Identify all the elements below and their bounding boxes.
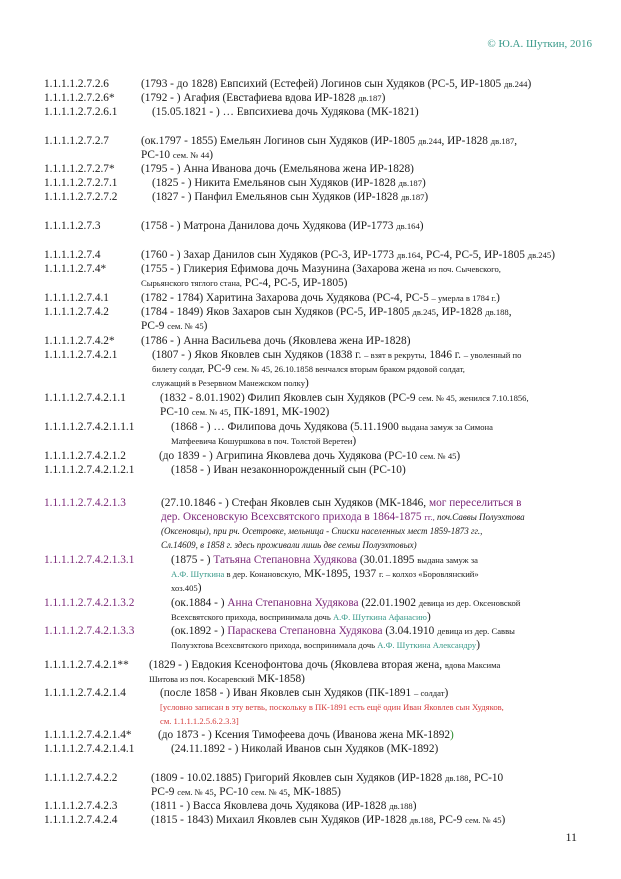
entry-number: 1.1.1.1.2.7.4.2.3 — [44, 800, 118, 812]
entry-note: девица из дер. Оксеновской — [418, 598, 521, 608]
entry-text: (3.04.1910 — [382, 625, 438, 637]
entry-note: дв.188 — [389, 801, 413, 811]
entry — [44, 190, 604, 204]
entry-text: РС-9 — [141, 320, 168, 332]
entry-remark: см. 1.1.1.1.2.5.6.2.3.3] — [160, 716, 239, 726]
entry-text: (1792 - ) Агафия (Евстафиева вдова ИР-1828 — [141, 92, 359, 104]
entry-note: дв.244 — [504, 79, 528, 89]
entry-text: (24.11.1892 - ) Николай Иванов сын Худяков (МК-1892) — [171, 743, 439, 755]
entry-note: Шитова из поч. Косаревский — [149, 674, 255, 684]
entry-text: ) — [551, 249, 555, 261]
entry-text: ) — [422, 177, 426, 189]
entry — [44, 348, 604, 390]
entry-note: дв.187 — [490, 136, 515, 146]
entry-text: ) — [424, 191, 429, 203]
entry-text: ) — [197, 582, 202, 594]
entry-italic: Сл.14609, в 1858 г. здесь проживали лишь две семьи Полуэхтовых) — [161, 540, 417, 550]
entry-note: дв.164 — [396, 250, 421, 260]
entry-number: 1.1.1.1.2.7.4.2.1.3.3 — [44, 625, 135, 637]
entry — [44, 305, 604, 333]
entry-text: (до 1873 - ) Ксения Тимофеева дочь (Иванова жена МК-1892 — [158, 729, 451, 741]
entry-note: сем. № 45 — [251, 787, 288, 797]
person-name: Анна Степановна Худякова — [227, 597, 359, 609]
entry-text: (22.01.1902 — [358, 597, 419, 609]
entry-note: Сырьянского тяглого стана, — [141, 278, 242, 288]
entry-note: дв.188 — [485, 307, 509, 317]
entry-note: дв.245 — [527, 250, 552, 260]
entry-number: 1.1.1.1.2.7.4.2.1.3 — [44, 497, 126, 509]
entry-note: сем. № 44 — [172, 150, 210, 160]
entry-number: 1.1.1.1.2.7.2.7.2 — [44, 191, 118, 203]
entry-note: выдана замуж за Симона — [401, 422, 493, 432]
entry-remark: [условно записан в эту ветвь, поскольку в ПК-1891 есть ещё один Иван Яковлев сын Худяков, — [160, 702, 504, 712]
entry-number: 1.1.1.1.2.7.2.7* — [44, 163, 115, 175]
entry-note: в дер. Конановскую, — [224, 569, 302, 579]
entry-number: 1.1.1.1.2.7.4.2.1.4.1 — [44, 743, 135, 755]
entry-note: Полуэхтова Всехсвятского прихода, воспринимала дочь — [171, 640, 378, 650]
entry-text: (1755 - ) Гликерия Ефимова дочь Мазунина (Захарова жена — [141, 263, 429, 275]
entry-text: (15.05.1821 - ) … Евпсихиева дочь Худякова (МК-1821) — [152, 106, 419, 118]
entry — [44, 463, 604, 477]
entry — [44, 420, 604, 448]
entry-text: (30.01.1895 — [357, 554, 418, 566]
entry-text: , — [514, 135, 518, 147]
entry-text: (1868 - ) … Филипова дочь Худякова (5.11.1900 — [171, 421, 402, 433]
entry — [44, 291, 604, 305]
entry — [44, 742, 604, 756]
entry-text: РС-9 — [204, 363, 234, 375]
entry-text: (1786 - ) Анна Васильева дочь (Яковлева жена ИР-1828) — [141, 335, 411, 347]
entry-text: РС-4, РС-5, ИР-1805) — [241, 277, 348, 289]
entry-text: (ок.1884 - ) — [171, 597, 228, 609]
person-link: А.Ф. Шуткина — [171, 569, 225, 579]
entry-text: РС-10 — [160, 406, 192, 418]
entry-note: из поч. Сычевского, — [428, 264, 501, 274]
entry-number: 1.1.1.1.2.7.4.2* — [44, 335, 115, 347]
entry-text: (1811 - ) Васса Яковлева дочь Худякова (ИР-1828 — [151, 800, 390, 812]
entry-note: дв.187 — [400, 192, 425, 202]
entry-italic: (Оксеновцы), при рч. Осетровке, мельница - Списки населенных мест 1859-1873 гг., — [161, 526, 483, 536]
entry-text: , РС-10 — [213, 786, 252, 798]
entry-number: 1.1.1.1.2.7.2.6 — [44, 78, 109, 90]
entry-text: (1827 - ) Панфил Емельянов сын Худяков (ИР-1828 — [152, 191, 401, 203]
entry-note: – солдат — [414, 688, 445, 698]
entry-text: (1784 - 1849) Яков Захаров сын Худяков (РС-5, ИР-1805 — [141, 306, 413, 318]
entry — [44, 496, 604, 552]
entry-text: (1760 - ) Захар Данилов сын Худяков (РС-3, ИР-1773 — [141, 249, 397, 261]
entry-number: 1.1.1.1.2.7.4.2 — [44, 306, 109, 318]
entry-text: ) — [476, 639, 480, 651]
person-name: Татьяна Степановна Худякова — [213, 554, 357, 566]
entry-text: , РС-9 — [433, 814, 466, 826]
entry-text: (1832 - 8.01.1902) Филип Яковлев сын Худяков (РС-9 — [160, 392, 419, 404]
entry-note: Всехсвятского прихода, воспринимала дочь — [171, 612, 333, 622]
entry — [44, 134, 604, 162]
entry-number: 1.1.1.1.2.7.3 — [44, 220, 101, 232]
entry — [44, 771, 604, 799]
entry-text: (ок.1892 - ) — [171, 625, 228, 637]
entry-text: (1807 - ) Яков Яковлев сын Худяков (1838 г. — [152, 349, 365, 361]
entry-number: 1.1.1.1.2.7.4.1 — [44, 292, 109, 304]
entry — [44, 799, 604, 813]
entry-text: (до 1839 - ) Агрипина Яковлева дочь Худякова (РС-10 — [159, 450, 420, 462]
entry-number: 1.1.1.1.2.7.4.2.1.1 — [44, 392, 126, 404]
entry-number: 1.1.1.1.2.7.4.2.1.2 — [44, 450, 126, 462]
entry-text: РС-10 — [141, 149, 173, 161]
entry-text: (1793 - до 1828) Евпсихий (Естефей) Логинов сын Худяков (РС-5, ИР-1805 — [141, 78, 504, 90]
entry — [44, 391, 604, 419]
entry — [44, 105, 604, 119]
entry-note: – умерла в 1784 г. — [431, 293, 497, 303]
entry-note: – уволенный по — [463, 350, 522, 360]
entry-number: 1.1.1.1.2.7.4.2.1.1.1 — [44, 421, 135, 433]
entry-number: 1.1.1.1.2.7.2.7 — [44, 135, 109, 147]
person-link: А.Ф. Шуткина Александру — [377, 640, 477, 650]
entry-highlight: мог переселиться в — [428, 497, 522, 509]
entry-number: 1.1.1.1.2.7.2.6* — [44, 92, 115, 104]
entry-text: МК-1858) — [254, 673, 305, 685]
entry — [44, 248, 604, 262]
copyright: © Ю.А. Шуткин, 2016 — [487, 38, 592, 50]
entry — [44, 262, 604, 290]
entry-note: дв.164 — [396, 221, 420, 231]
entry-number: 1.1.1.1.2.7.4 — [44, 249, 101, 261]
entry-number: 1.1.1.1.2.7.4* — [44, 263, 107, 275]
entry-text: (1815 - 1843) Михаил Яковлев сын Худяков (ИР-1828 — [151, 814, 410, 826]
entry-number: 1.1.1.1.2.7.4.2.1.2.1 — [44, 464, 135, 476]
entry-text: ) — [352, 435, 357, 447]
entry — [44, 728, 604, 742]
person-name: Параскева Степановна Худякова — [227, 625, 383, 637]
entry-number: 1.1.1.1.2.7.4.2.1.3.2 — [44, 597, 135, 609]
entry-text: (1758 - ) Матрона Данилова дочь Худякова (ИР-1773 — [141, 220, 397, 232]
entry-text: ) — [419, 220, 424, 232]
entry-text: (после 1858 - ) Иван Яковлев сын Худяков (ПК-1891 — [160, 687, 415, 699]
entry-text: ) — [496, 292, 500, 304]
entry-text: МК-1895, 1937 — [301, 568, 379, 580]
entry — [44, 176, 604, 190]
entry-text: 1846 г. — [426, 349, 464, 361]
entry-text: ) — [527, 78, 532, 90]
entry-note: дв.245 — [412, 307, 436, 317]
entry-text: (1825 - ) Никита Емельянов сын Худяков (ИР-1828 — [152, 177, 399, 189]
entry-text: ) — [456, 450, 461, 462]
entry-number: 1.1.1.1.2.7.2.6.1 — [44, 106, 118, 118]
entry-text: ) — [381, 92, 386, 104]
entry-text: (27.10.1846 - ) Стефан Яковлев сын Худяков (МК-1846, — [161, 497, 429, 509]
entry — [44, 219, 604, 233]
entry-number: 1.1.1.1.2.7.4.2.2 — [44, 772, 118, 784]
entry-note: девица из дер. Саввы — [437, 626, 515, 636]
entry — [44, 596, 604, 624]
entry-highlight: дер. Оксеновскую Всехсвятского прихода в 1864-1875 — [161, 511, 425, 523]
entry-note: дв.188 — [444, 773, 469, 783]
entry — [44, 162, 604, 176]
entry-note: выдана замуж за — [417, 555, 478, 565]
entry-note: сем. № 45 — [177, 787, 214, 797]
entry-text: , РС-4, РС-5, ИР-1805 — [420, 249, 528, 261]
entry-italic: поч.Саввы Полуэхтова — [434, 512, 525, 522]
entry-note: дв.244 — [418, 136, 442, 146]
entry-text: (1875 - ) — [171, 554, 214, 566]
entry-note: – взят в рекруты, — [364, 350, 427, 360]
entry-number: 1.1.1.1.2.7.4.2.1.4* — [44, 729, 132, 741]
entry-note: сем. № 45, женился 7.10.1856, — [418, 393, 529, 403]
entry-text: ) — [450, 729, 454, 741]
entry-text: ) — [444, 687, 449, 699]
entry-note: дв.187 — [358, 93, 382, 103]
entry-note: сем. № 45, 26.10.1858 венчался вторым браком рядовой солдат, — [233, 364, 465, 374]
entry-note: г. – колхоз «Боровлянский» — [378, 569, 479, 579]
entry-text: , — [508, 306, 512, 318]
person-link: А.Ф. Шуткина Афанасию — [332, 612, 427, 622]
entry-text: ) — [203, 320, 208, 332]
entry-note: вдова Максима — [444, 660, 501, 670]
entry-note: дв.187 — [398, 178, 423, 188]
entry-text: , РС-10 — [468, 772, 504, 784]
entry-number: 1.1.1.1.2.7.4.2.1.4 — [44, 687, 126, 699]
entry-text: ) — [412, 800, 417, 812]
entry-text: , ПК-1891, МК-1902) — [228, 406, 330, 418]
entry-note: сем. № 45 — [420, 451, 457, 461]
page-number: 11 — [565, 830, 577, 844]
entry — [44, 449, 604, 463]
entry-number: 1.1.1.1.2.7.4.2.1** — [44, 659, 129, 671]
entry-note: служащий в Резервном Манежском полку — [152, 378, 306, 388]
entry-number: 1.1.1.1.2.7.2.7.1 — [44, 177, 118, 189]
entry-note: сем. № 45 — [167, 321, 204, 331]
entry-text: , МК-1885) — [287, 786, 341, 798]
entry — [44, 686, 604, 728]
entry-text: ) — [305, 377, 309, 389]
entry — [44, 813, 604, 827]
entry-text: (1795 - ) Анна Иванова дочь (Емельянова жена ИР-1828) — [141, 163, 414, 175]
entry-note: хоз.405 — [171, 583, 198, 593]
entry-text: (1858 - ) Иван незаконнорожденный сын (РС-10) — [171, 464, 406, 476]
entry-note: дв.188 — [409, 815, 434, 825]
entry-note: сем. № 45 — [465, 815, 502, 825]
entry-text: ) — [209, 149, 214, 161]
entry-text: (1782 - 1784) Харитина Захарова дочь Худякова (РС-4, РС-5 — [141, 292, 432, 304]
entry-text: (ок.1797 - 1855) Емельян Логинов сын Худяков (ИР-1805 — [141, 135, 419, 147]
entry-note: билету солдат, — [152, 364, 205, 374]
entry — [44, 77, 604, 91]
entry-highlight: гг., — [424, 512, 435, 522]
entry-note: сем. № 45 — [191, 407, 229, 417]
entry-text: ) — [501, 814, 506, 826]
entry — [44, 91, 604, 105]
entry-number: 1.1.1.1.2.7.4.2.1.3.1 — [44, 554, 135, 566]
entry-number: 1.1.1.1.2.7.4.2.4 — [44, 814, 118, 826]
entry-text: , ИР-1828 — [435, 306, 486, 318]
entry-note: Матфеевича Кошуршкова в поч. Толстой Веретеи — [171, 436, 353, 446]
entry-text: ) — [426, 611, 431, 623]
entry-text: , ИР-1828 — [441, 135, 491, 147]
entry — [44, 334, 604, 348]
entry-text: (1809 - 10.02.1885) Григорий Яковлев сын Худяков (ИР-1828 — [151, 772, 445, 784]
entry — [44, 624, 604, 652]
entry-text: РС-9 — [151, 786, 178, 798]
entry-text: (1829 - ) Евдокия Ксенофонтова дочь (Яковлева вторая жена, — [149, 659, 445, 671]
entry — [44, 553, 604, 595]
entry-number: 1.1.1.1.2.7.4.2.1 — [44, 349, 118, 361]
entry — [44, 658, 604, 686]
